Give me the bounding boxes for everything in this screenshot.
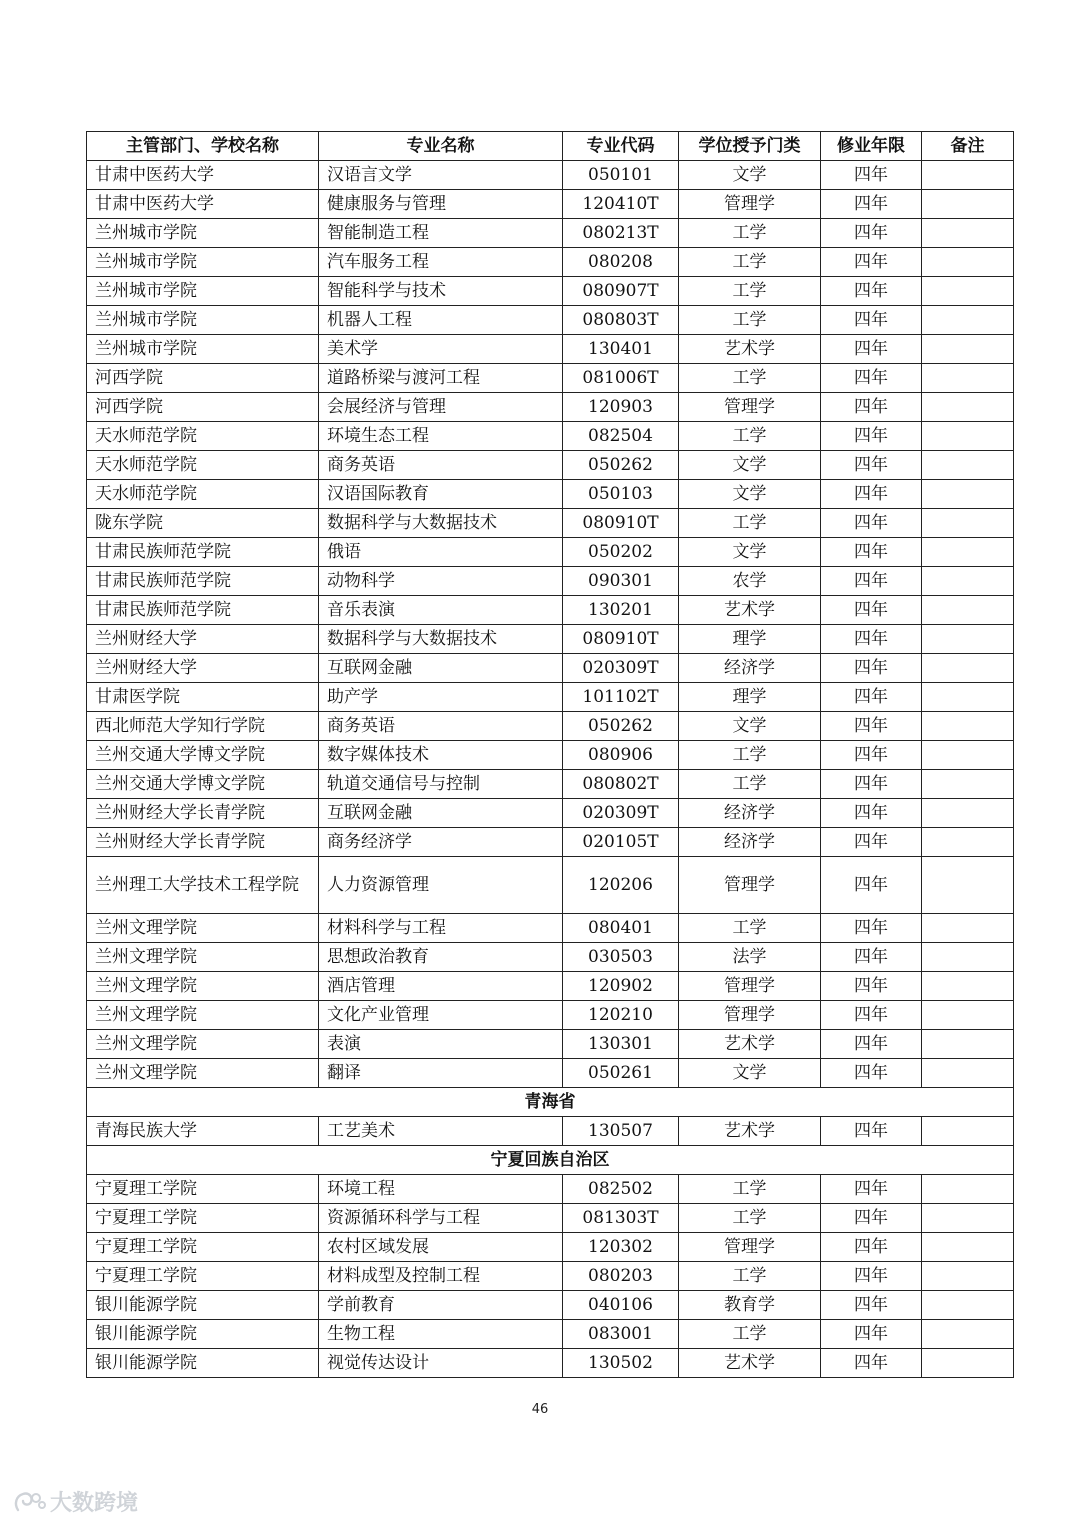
cell-code: 130502 — [563, 1349, 679, 1378]
cell-major: 农村区域发展 — [319, 1233, 563, 1262]
cell-duration: 四年 — [821, 277, 922, 306]
cell-school: 兰州交通大学博文学院 — [87, 770, 319, 799]
cell-remarks — [922, 335, 1014, 364]
cell-remarks — [922, 683, 1014, 712]
cell-code: 050103 — [563, 480, 679, 509]
cell-duration: 四年 — [821, 1001, 922, 1030]
cell-duration: 四年 — [821, 770, 922, 799]
cell-duration: 四年 — [821, 914, 922, 943]
cell-remarks — [922, 509, 1014, 538]
cell-duration: 四年 — [821, 683, 922, 712]
cell-duration: 四年 — [821, 335, 922, 364]
cell-remarks — [922, 567, 1014, 596]
cell-school: 甘肃民族师范学院 — [87, 538, 319, 567]
table-row — [87, 799, 1014, 828]
cell-code: 040106 — [563, 1291, 679, 1320]
cell-code: 130201 — [563, 596, 679, 625]
cell-major: 资源循环科学与工程 — [319, 1204, 563, 1233]
table-row — [87, 248, 1014, 277]
cell-major: 动物科学 — [319, 567, 563, 596]
cell-degree: 管理学 — [679, 1233, 821, 1262]
cell-code: 030503 — [563, 943, 679, 972]
cell-school: 兰州财经大学 — [87, 625, 319, 654]
cell-major: 人力资源管理 — [319, 857, 563, 914]
table-row — [87, 451, 1014, 480]
cell-duration: 四年 — [821, 1233, 922, 1262]
cell-remarks — [922, 306, 1014, 335]
cell-remarks — [922, 914, 1014, 943]
table-row — [87, 480, 1014, 509]
cell-remarks — [922, 1030, 1014, 1059]
header-duration: 修业年限 — [821, 132, 922, 161]
cell-remarks — [922, 538, 1014, 567]
cell-degree: 艺术学 — [679, 1117, 821, 1146]
cell-duration: 四年 — [821, 857, 922, 914]
cell-code: 120206 — [563, 857, 679, 914]
cell-duration: 四年 — [821, 219, 922, 248]
table-row — [87, 741, 1014, 770]
cell-school: 河西学院 — [87, 364, 319, 393]
cell-code: 120210 — [563, 1001, 679, 1030]
cell-remarks — [922, 596, 1014, 625]
cell-code: 080802T — [563, 770, 679, 799]
cell-school: 兰州财经大学长青学院 — [87, 799, 319, 828]
cell-code: 090301 — [563, 567, 679, 596]
cell-degree: 艺术学 — [679, 596, 821, 625]
cell-duration: 四年 — [821, 567, 922, 596]
table-row — [87, 828, 1014, 857]
cell-degree: 文学 — [679, 712, 821, 741]
cell-major: 智能科学与技术 — [319, 277, 563, 306]
cell-duration: 四年 — [821, 1291, 922, 1320]
cell-duration: 四年 — [821, 538, 922, 567]
table-row — [87, 1059, 1014, 1088]
cell-code: 020105T — [563, 828, 679, 857]
cell-code: 080213T — [563, 219, 679, 248]
cell-duration: 四年 — [821, 625, 922, 654]
cell-code: 120903 — [563, 393, 679, 422]
cell-remarks — [922, 770, 1014, 799]
cell-code: 130507 — [563, 1117, 679, 1146]
cell-code: 082504 — [563, 422, 679, 451]
cell-school: 甘肃医学院 — [87, 683, 319, 712]
cell-remarks — [922, 828, 1014, 857]
cell-degree: 艺术学 — [679, 1349, 821, 1378]
cell-duration: 四年 — [821, 1204, 922, 1233]
section-row — [87, 1146, 1014, 1175]
cell-degree: 理学 — [679, 625, 821, 654]
cell-major: 商务英语 — [319, 451, 563, 480]
cell-code: 050261 — [563, 1059, 679, 1088]
cell-major: 互联网金融 — [319, 799, 563, 828]
page-number: 46 — [531, 1402, 549, 1417]
cell-remarks — [922, 480, 1014, 509]
cell-degree: 工学 — [679, 422, 821, 451]
cell-code: 082502 — [563, 1175, 679, 1204]
cell-school: 兰州城市学院 — [87, 335, 319, 364]
cell-major: 思想政治教育 — [319, 943, 563, 972]
cell-major: 商务经济学 — [319, 828, 563, 857]
cell-code: 080910T — [563, 625, 679, 654]
cell-major: 环境生态工程 — [319, 422, 563, 451]
cell-code: 050202 — [563, 538, 679, 567]
table-row — [87, 857, 1014, 914]
cell-school: 陇东学院 — [87, 509, 319, 538]
cell-major: 道路桥梁与渡河工程 — [319, 364, 563, 393]
cell-school: 甘肃民族师范学院 — [87, 596, 319, 625]
cell-remarks — [922, 1001, 1014, 1030]
cell-degree: 文学 — [679, 451, 821, 480]
watermark-logo-icon — [12, 1490, 46, 1514]
table-row — [87, 538, 1014, 567]
cell-remarks — [922, 277, 1014, 306]
cell-remarks — [922, 1349, 1014, 1378]
cell-major: 数据科学与大数据技术 — [319, 509, 563, 538]
cell-major: 轨道交通信号与控制 — [319, 770, 563, 799]
cell-code: 080910T — [563, 509, 679, 538]
cell-school: 宁夏理工学院 — [87, 1233, 319, 1262]
cell-remarks — [922, 364, 1014, 393]
table-row — [87, 364, 1014, 393]
cell-duration: 四年 — [821, 393, 922, 422]
cell-remarks — [922, 1175, 1014, 1204]
cell-code: 120302 — [563, 1233, 679, 1262]
cell-degree: 经济学 — [679, 828, 821, 857]
cell-major: 会展经济与管理 — [319, 393, 563, 422]
cell-degree: 经济学 — [679, 654, 821, 683]
cell-school: 河西学院 — [87, 393, 319, 422]
cell-major: 酒店管理 — [319, 972, 563, 1001]
cell-major: 互联网金融 — [319, 654, 563, 683]
cell-major: 机器人工程 — [319, 306, 563, 335]
cell-code: 081006T — [563, 364, 679, 393]
cell-duration: 四年 — [821, 1349, 922, 1378]
cell-degree: 工学 — [679, 364, 821, 393]
cell-degree: 管理学 — [679, 857, 821, 914]
table-row — [87, 1320, 1014, 1349]
cell-duration: 四年 — [821, 741, 922, 770]
cell-duration: 四年 — [821, 190, 922, 219]
cell-major: 汉语国际教育 — [319, 480, 563, 509]
cell-remarks — [922, 1059, 1014, 1088]
cell-remarks — [922, 451, 1014, 480]
table-row — [87, 422, 1014, 451]
cell-duration: 四年 — [821, 972, 922, 1001]
cell-major: 材料成型及控制工程 — [319, 1262, 563, 1291]
cell-degree: 管理学 — [679, 972, 821, 1001]
cell-code: 050101 — [563, 161, 679, 190]
cell-school: 天水师范学院 — [87, 422, 319, 451]
cell-major: 学前教育 — [319, 1291, 563, 1320]
watermark — [12, 1486, 138, 1517]
cell-duration: 四年 — [821, 799, 922, 828]
cell-degree: 工学 — [679, 1204, 821, 1233]
table-row — [87, 1001, 1014, 1030]
header-remarks: 备注 — [922, 132, 1014, 161]
table-row — [87, 393, 1014, 422]
table-row — [87, 509, 1014, 538]
cell-remarks — [922, 248, 1014, 277]
cell-school: 宁夏理工学院 — [87, 1175, 319, 1204]
cell-duration: 四年 — [821, 596, 922, 625]
cell-code: 080906 — [563, 741, 679, 770]
table-body — [87, 161, 1014, 1378]
cell-remarks — [922, 799, 1014, 828]
cell-degree: 农学 — [679, 567, 821, 596]
section-title: 宁夏回族自治区 — [87, 1146, 1014, 1175]
cell-school: 青海民族大学 — [87, 1117, 319, 1146]
cell-remarks — [922, 712, 1014, 741]
cell-school: 兰州文理学院 — [87, 1059, 319, 1088]
cell-school: 兰州财经大学 — [87, 654, 319, 683]
cell-school: 兰州理工大学技术工程学院 — [87, 857, 319, 914]
cell-code: 120410T — [563, 190, 679, 219]
table-row — [87, 1175, 1014, 1204]
table-row — [87, 654, 1014, 683]
watermark-text: 大数跨境 — [50, 1491, 139, 1516]
cell-major: 健康服务与管理 — [319, 190, 563, 219]
cell-degree: 教育学 — [679, 1291, 821, 1320]
cell-code: 050262 — [563, 451, 679, 480]
table-row — [87, 1204, 1014, 1233]
cell-major: 视觉传达设计 — [319, 1349, 563, 1378]
cell-school: 兰州城市学院 — [87, 248, 319, 277]
cell-duration: 四年 — [821, 364, 922, 393]
cell-remarks — [922, 1320, 1014, 1349]
cell-degree: 工学 — [679, 509, 821, 538]
table-row — [87, 1291, 1014, 1320]
cell-remarks — [922, 393, 1014, 422]
cell-degree: 管理学 — [679, 1001, 821, 1030]
cell-school: 兰州城市学院 — [87, 277, 319, 306]
cell-major: 数据科学与大数据技术 — [319, 625, 563, 654]
cell-code: 101102T — [563, 683, 679, 712]
cell-duration: 四年 — [821, 161, 922, 190]
cell-degree: 艺术学 — [679, 335, 821, 364]
cell-code: 120902 — [563, 972, 679, 1001]
cell-code: 080401 — [563, 914, 679, 943]
cell-remarks — [922, 857, 1014, 914]
cell-duration: 四年 — [821, 1175, 922, 1204]
cell-remarks — [922, 190, 1014, 219]
cell-degree: 管理学 — [679, 190, 821, 219]
cell-school: 兰州文理学院 — [87, 972, 319, 1001]
header-degree: 学位授予门类 — [679, 132, 821, 161]
header-row — [87, 132, 1014, 161]
cell-duration: 四年 — [821, 422, 922, 451]
cell-school: 兰州文理学院 — [87, 1001, 319, 1030]
table-row — [87, 1117, 1014, 1146]
cell-duration: 四年 — [821, 1320, 922, 1349]
table-row — [87, 625, 1014, 654]
cell-duration: 四年 — [821, 451, 922, 480]
cell-degree: 工学 — [679, 248, 821, 277]
cell-code: 083001 — [563, 1320, 679, 1349]
cell-code: 020309T — [563, 799, 679, 828]
cell-code: 050262 — [563, 712, 679, 741]
cell-school: 兰州文理学院 — [87, 914, 319, 943]
section-row — [87, 1088, 1014, 1117]
cell-major: 助产学 — [319, 683, 563, 712]
cell-school: 甘肃中医药大学 — [87, 190, 319, 219]
majors-table — [86, 131, 1014, 1378]
table-row — [87, 972, 1014, 1001]
table-row — [87, 712, 1014, 741]
cell-degree: 文学 — [679, 480, 821, 509]
cell-duration: 四年 — [821, 943, 922, 972]
cell-duration: 四年 — [821, 1262, 922, 1291]
cell-code: 081303T — [563, 1204, 679, 1233]
cell-remarks — [922, 422, 1014, 451]
cell-code: 080208 — [563, 248, 679, 277]
cell-remarks — [922, 1291, 1014, 1320]
cell-remarks — [922, 1233, 1014, 1262]
cell-remarks — [922, 1204, 1014, 1233]
table-row — [87, 1349, 1014, 1378]
table-row — [87, 277, 1014, 306]
cell-code: 080203 — [563, 1262, 679, 1291]
cell-degree: 工学 — [679, 277, 821, 306]
table-row — [87, 335, 1014, 364]
table-row — [87, 190, 1014, 219]
table-row — [87, 1262, 1014, 1291]
cell-school: 天水师范学院 — [87, 451, 319, 480]
cell-school: 天水师范学院 — [87, 480, 319, 509]
cell-code: 130301 — [563, 1030, 679, 1059]
cell-duration: 四年 — [821, 654, 922, 683]
cell-major: 汉语言文学 — [319, 161, 563, 190]
cell-school: 甘肃民族师范学院 — [87, 567, 319, 596]
cell-school: 兰州城市学院 — [87, 219, 319, 248]
cell-school: 兰州文理学院 — [87, 1030, 319, 1059]
cell-remarks — [922, 161, 1014, 190]
cell-degree: 工学 — [679, 914, 821, 943]
cell-school: 银川能源学院 — [87, 1349, 319, 1378]
table-row — [87, 683, 1014, 712]
cell-degree: 文学 — [679, 1059, 821, 1088]
cell-major: 材料科学与工程 — [319, 914, 563, 943]
table-row — [87, 567, 1014, 596]
cell-degree: 工学 — [679, 1175, 821, 1204]
cell-degree: 工学 — [679, 741, 821, 770]
cell-major: 俄语 — [319, 538, 563, 567]
cell-major: 美术学 — [319, 335, 563, 364]
cell-duration: 四年 — [821, 248, 922, 277]
cell-degree: 工学 — [679, 1262, 821, 1291]
cell-degree: 工学 — [679, 770, 821, 799]
cell-school: 银川能源学院 — [87, 1291, 319, 1320]
cell-major: 环境工程 — [319, 1175, 563, 1204]
cell-school: 兰州交通大学博文学院 — [87, 741, 319, 770]
cell-duration: 四年 — [821, 712, 922, 741]
section-title: 青海省 — [87, 1088, 1014, 1117]
cell-school: 兰州城市学院 — [87, 306, 319, 335]
table-row — [87, 1030, 1014, 1059]
cell-major: 工艺美术 — [319, 1117, 563, 1146]
cell-major: 生物工程 — [319, 1320, 563, 1349]
cell-duration: 四年 — [821, 1059, 922, 1088]
cell-major: 翻译 — [319, 1059, 563, 1088]
cell-remarks — [922, 972, 1014, 1001]
cell-major: 音乐表演 — [319, 596, 563, 625]
table-row — [87, 219, 1014, 248]
cell-duration: 四年 — [821, 306, 922, 335]
cell-major: 汽车服务工程 — [319, 248, 563, 277]
table-row — [87, 914, 1014, 943]
table-row — [87, 1233, 1014, 1262]
cell-code: 130401 — [563, 335, 679, 364]
table-header — [87, 132, 1014, 161]
cell-school: 甘肃中医药大学 — [87, 161, 319, 190]
cell-remarks — [922, 1262, 1014, 1291]
cell-duration: 四年 — [821, 828, 922, 857]
cell-degree: 工学 — [679, 219, 821, 248]
table-row — [87, 596, 1014, 625]
table-row — [87, 161, 1014, 190]
cell-duration: 四年 — [821, 1030, 922, 1059]
header-major: 专业名称 — [319, 132, 563, 161]
cell-degree: 法学 — [679, 943, 821, 972]
cell-degree: 文学 — [679, 161, 821, 190]
cell-duration: 四年 — [821, 1117, 922, 1146]
header-school: 主管部门、学校名称 — [87, 132, 319, 161]
cell-major: 商务英语 — [319, 712, 563, 741]
cell-duration: 四年 — [821, 509, 922, 538]
cell-remarks — [922, 943, 1014, 972]
cell-degree: 艺术学 — [679, 1030, 821, 1059]
cell-degree: 工学 — [679, 306, 821, 335]
cell-degree: 经济学 — [679, 799, 821, 828]
cell-code: 080907T — [563, 277, 679, 306]
cell-remarks — [922, 741, 1014, 770]
cell-code: 080803T — [563, 306, 679, 335]
cell-major: 表演 — [319, 1030, 563, 1059]
cell-school: 西北师范大学知行学院 — [87, 712, 319, 741]
cell-school: 兰州文理学院 — [87, 943, 319, 972]
table-row — [87, 306, 1014, 335]
cell-degree: 管理学 — [679, 393, 821, 422]
cell-duration: 四年 — [821, 480, 922, 509]
cell-major: 智能制造工程 — [319, 219, 563, 248]
header-code: 专业代码 — [563, 132, 679, 161]
cell-school: 银川能源学院 — [87, 1320, 319, 1349]
cell-major: 文化产业管理 — [319, 1001, 563, 1030]
cell-major: 数字媒体技术 — [319, 741, 563, 770]
cell-school: 宁夏理工学院 — [87, 1262, 319, 1291]
cell-remarks — [922, 625, 1014, 654]
cell-degree: 文学 — [679, 538, 821, 567]
table-row — [87, 770, 1014, 799]
table-row — [87, 943, 1014, 972]
cell-remarks — [922, 219, 1014, 248]
cell-code: 020309T — [563, 654, 679, 683]
cell-degree: 理学 — [679, 683, 821, 712]
cell-school: 宁夏理工学院 — [87, 1204, 319, 1233]
cell-degree: 工学 — [679, 1320, 821, 1349]
cell-school: 兰州财经大学长青学院 — [87, 828, 319, 857]
cell-remarks — [922, 1117, 1014, 1146]
cell-remarks — [922, 654, 1014, 683]
